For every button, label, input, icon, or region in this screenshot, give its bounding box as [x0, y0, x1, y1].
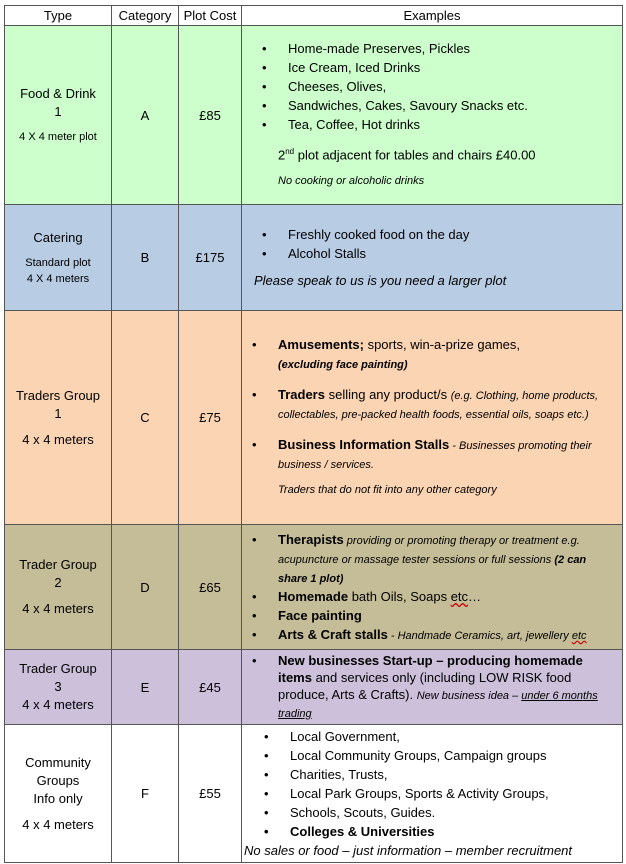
list-item: • Local Government,	[290, 727, 616, 746]
list-item: • Colleges & Universities	[290, 822, 616, 841]
type-cell	[5, 650, 112, 725]
list-item: • Local Community Groups, Campaign groups	[290, 746, 616, 765]
table-row	[5, 525, 623, 650]
cost-cell: £55	[179, 725, 242, 863]
note: No sales or food – just information – member recruitment	[244, 843, 573, 858]
type-name: Community	[25, 754, 91, 770]
examples-cell	[242, 205, 623, 311]
list-item: • Schools, Scouts, Guides.	[290, 803, 616, 822]
cost-cell: £85	[179, 26, 242, 205]
plot-size: Standard plot	[25, 256, 91, 269]
list-item: • Face painting	[278, 606, 616, 625]
type-name: Food & Drink	[20, 86, 96, 101]
header-plot-cost: Plot Cost	[179, 6, 242, 26]
examples-cell	[242, 650, 623, 725]
plot-size: 4 x 4 meters	[22, 601, 94, 616]
note: Traders that do not fit into any other category	[278, 484, 497, 496]
header-row	[5, 6, 623, 26]
list-item: • Local Park Groups, Sports & Activity Groups,	[290, 784, 616, 803]
header-examples: Examples	[242, 6, 623, 26]
plot-pricing-table	[4, 5, 623, 863]
note: Please speak to us is you need a larger plot	[254, 273, 507, 288]
type-number: 1	[54, 405, 62, 421]
list-item: • Ice Cream, Iced Drinks	[288, 58, 616, 77]
examples-list	[252, 530, 616, 644]
category-cell: F	[112, 725, 179, 863]
header-type: Type	[5, 6, 112, 26]
note: No cooking or alcoholic drinks	[278, 175, 425, 188]
list-item: • Amusements; sports, win-a-prize games, (excluding face painting)	[278, 335, 616, 373]
type-name: Traders Group	[15, 387, 101, 403]
list-item: • Traders selling any product/s (e.g. Clothing, home products, collectables, pre-packed health foods, essential oils, soaps etc.)	[278, 385, 616, 423]
cost-cell: £45	[179, 650, 242, 725]
table-row	[5, 725, 623, 863]
type-name: Catering	[33, 229, 83, 245]
list-item: • Cheeses, Olives,	[288, 77, 616, 96]
type-cell	[5, 205, 112, 311]
cost-cell: £75	[179, 311, 242, 525]
examples-list	[252, 335, 616, 473]
category-cell: D	[112, 525, 179, 650]
list-item: • Charities, Trusts,	[290, 765, 616, 784]
category-cell: A	[112, 26, 179, 205]
list-item: • Business Information Stalls - Businesses promoting their business / services.	[278, 435, 616, 473]
list-item: • Therapists providing or promoting therapy or treatment e.g. acupuncture or massage tester sessions or full sessions (2 can share 1 plot)	[278, 530, 616, 587]
plot-size: 4 X 4 meter plot	[19, 131, 97, 143]
type-name: Trader Group	[19, 661, 97, 676]
table-row	[5, 311, 623, 525]
examples-list	[252, 225, 616, 263]
list-item: • Homemade bath Oils, Soaps etc…	[278, 587, 616, 606]
examples-cell	[242, 525, 623, 650]
examples-list	[244, 727, 616, 841]
cost-cell: £65	[179, 525, 242, 650]
list-item: • Sandwiches, Cakes, Savoury Snacks etc.	[288, 96, 616, 115]
plot-size: 4 x 4 meters	[22, 816, 94, 832]
second-plot-line: 2nd plot adjacent for tables and chairs £40.00	[278, 146, 536, 163]
examples-cell	[242, 725, 623, 863]
header-category: Category	[112, 6, 179, 26]
type-name: Info only	[33, 790, 83, 806]
plot-size: 4 x 4 meters	[22, 431, 94, 447]
type-name: Groups	[36, 772, 80, 788]
list-item: • Freshly cooked food on the day	[288, 225, 616, 244]
type-number: 1	[54, 104, 62, 119]
list-item: • Arts & Craft stalls - Handmade Ceramics, art, jewellery etc	[278, 625, 616, 644]
list-item: • New businesses Start-up – producing homemade items and services only (including LOW RISK food produce, Arts & Crafts). New business idea – under 6 months trading	[278, 652, 616, 722]
examples-list	[252, 652, 616, 722]
type-cell	[5, 525, 112, 650]
category-cell: E	[112, 650, 179, 725]
cost-cell: £175	[179, 205, 242, 311]
type-cell	[5, 26, 112, 205]
category-cell: C	[112, 311, 179, 525]
table-row	[5, 205, 623, 311]
table-row	[5, 650, 623, 725]
list-item: • Alcohol Stalls	[288, 244, 616, 263]
examples-cell	[242, 311, 623, 525]
list-item: • Tea, Coffee, Hot drinks	[288, 115, 616, 134]
plot-size: 4 X 4 meters	[26, 272, 90, 285]
category-cell: B	[112, 205, 179, 311]
table-row	[5, 26, 623, 205]
list-item: • Home-made Preserves, Pickles	[288, 39, 616, 58]
plot-size: 4 x 4 meters	[22, 697, 94, 712]
type-cell	[5, 311, 112, 525]
type-cell	[5, 725, 112, 863]
type-number: 2	[54, 575, 62, 590]
examples-cell	[242, 26, 623, 205]
examples-list	[252, 39, 616, 134]
type-name: Trader Group	[19, 557, 97, 572]
type-number: 3	[54, 679, 62, 694]
